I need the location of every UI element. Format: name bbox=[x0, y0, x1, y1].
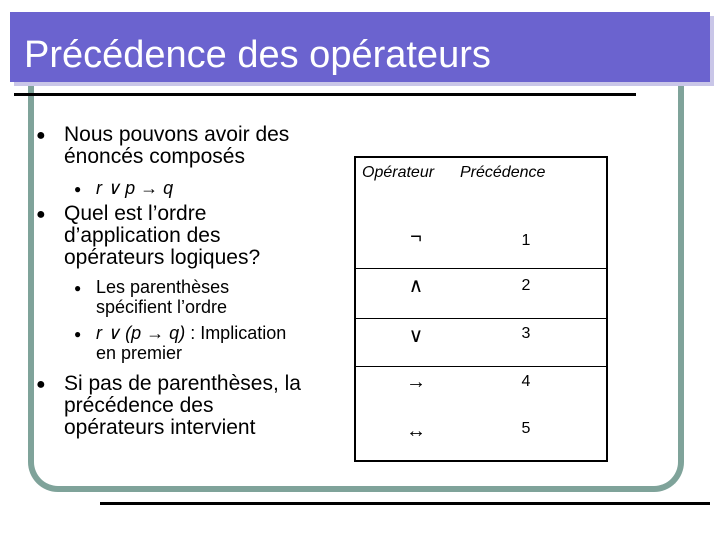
bullet-dot-icon: ● bbox=[36, 376, 46, 393]
sub-bullet-dot-icon: ● bbox=[74, 182, 82, 196]
precedence-value: 3 bbox=[521, 325, 531, 342]
precedence-value: 4 bbox=[521, 373, 531, 390]
bullet-2-sub-2-formula: r ∨ (p → q) bbox=[96, 323, 186, 343]
precedence-value: 2 bbox=[521, 277, 531, 294]
bullet-1 bbox=[36, 123, 290, 168]
header-precedence: Précédence bbox=[460, 164, 546, 181]
precedence-value: 5 bbox=[521, 420, 531, 437]
table-row bbox=[356, 268, 606, 317]
bullet-2-sub-2-line-1 bbox=[96, 323, 286, 343]
sub-bullet-dot-icon: ● bbox=[74, 281, 82, 295]
sub-bullet-dot-icon: ● bbox=[74, 327, 82, 341]
bullet-1-sub-1-text: r ∨ p → q bbox=[96, 178, 174, 198]
table-row bbox=[356, 214, 606, 262]
table-row bbox=[356, 318, 606, 367]
bullet-2-line-3: opérateurs logiques? bbox=[64, 246, 261, 269]
bullet-2-sub-2-label: : Implication bbox=[185, 323, 287, 343]
bullet-2-sub-2-line-2: en premier bbox=[96, 343, 183, 363]
bullet-3 bbox=[36, 372, 301, 439]
slide-title: Précédence des opérateurs bbox=[24, 34, 491, 76]
operator-iff: ↔ bbox=[406, 420, 426, 442]
table-row bbox=[356, 414, 606, 462]
bullet-3-line-1: Si pas de parenthèses, la bbox=[64, 372, 301, 395]
bullet-2-sub-1 bbox=[74, 277, 230, 317]
table-header bbox=[356, 158, 606, 188]
bullet-dot-icon: ● bbox=[36, 206, 46, 223]
precedence-table bbox=[354, 156, 608, 462]
operator-not: ¬ bbox=[410, 226, 422, 248]
bullet-2-sub-2 bbox=[74, 323, 287, 363]
operator-and: ∧ bbox=[408, 275, 424, 297]
bullet-2-sub-1-line-1: Les parenthèses bbox=[96, 277, 230, 297]
precedence-value: 1 bbox=[521, 232, 531, 249]
bullet-3-line-3: opérateurs intervient bbox=[64, 416, 256, 439]
bullet-1-line-2: énoncés composés bbox=[64, 145, 245, 168]
header-operator: Opérateur bbox=[362, 164, 435, 181]
bullet-2-line-2: d’application des bbox=[64, 224, 221, 247]
operator-implies: → bbox=[406, 371, 426, 393]
bullet-dot-icon: ● bbox=[36, 127, 46, 144]
operator-or: ∨ bbox=[408, 325, 424, 347]
bullet-2-sub-1-line-2: spécifient l’ordre bbox=[96, 297, 228, 317]
bullet-3-line-2: précédence des bbox=[64, 394, 214, 417]
bullet-2 bbox=[36, 202, 261, 269]
bullet-1-line-1: Nous pouvons avoir des bbox=[64, 123, 290, 146]
table-row bbox=[356, 366, 606, 415]
bottom-rule bbox=[100, 502, 710, 505]
bullet-1-sub-1 bbox=[74, 178, 174, 198]
bullet-2-line-1: Quel est l’ordre bbox=[64, 202, 207, 225]
